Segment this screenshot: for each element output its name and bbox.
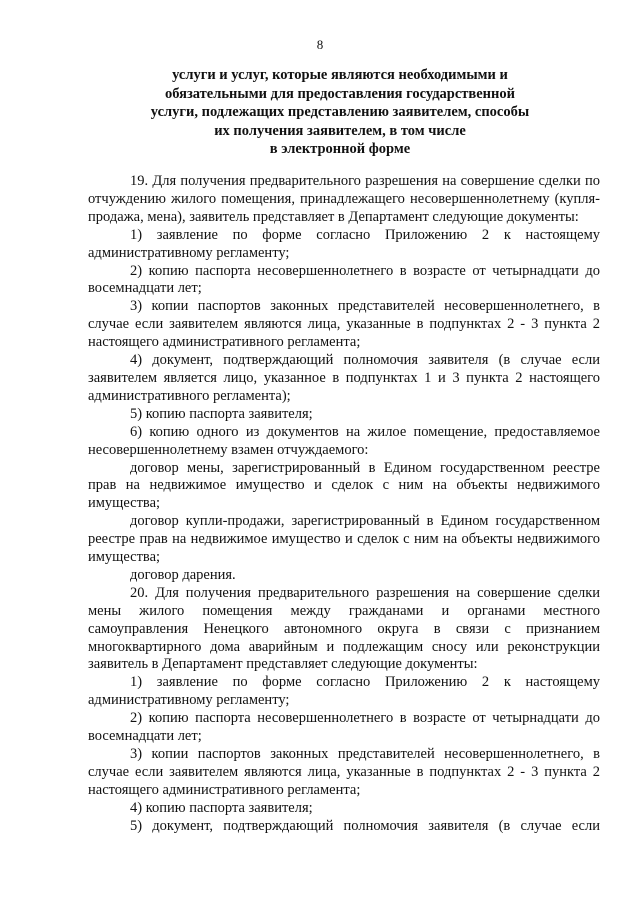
list-item: 2) копию паспорта несовершеннолетнего в возрасте от четырнадцати до восемнадцати лет; bbox=[88, 262, 600, 297]
list-item: 1) заявление по форме согласно Приложению 2 к настоящему административному регламенту; bbox=[88, 226, 600, 261]
list-item: 3) копии паспортов законных представителей несовершеннолетнего, в случае если заявителем являются лица, указанные в подпунктах 2 - 3 пункта 2 настоящего административного регламента; bbox=[88, 298, 600, 351]
list-item: 3) копии паспортов законных представителей несовершеннолетнего, в случае если заявителем являются лица, указанные в подпунктах 2 - 3 пункта 2 настоящего административного регламента; bbox=[88, 746, 600, 798]
heading-line: услуги, подлежащих представлению заявителем, способы bbox=[150, 104, 530, 120]
page-number: 8 bbox=[316, 37, 324, 52]
heading-line: их получения заявителем, в том числе bbox=[214, 122, 466, 139]
paragraph-item-19: 19. Для получения предварительного разрешения на совершение сделки по отчуждению жилого помещения, принадлежащего несовершеннолетнему (купля-продажа, мена), заявитель представляет в Департамент следующие документы: bbox=[88, 173, 600, 225]
section-heading bbox=[80, 66, 600, 159]
list-item: 2) копию паспорта несовершеннолетнего в возрасте от четырнадцати до восемнадцати лет; bbox=[88, 710, 600, 745]
list-item: договор дарения. bbox=[130, 566, 236, 583]
list-item: договор мены, зарегистрированный в Едином государственном реестре прав на недвижимое имущество и сделок с ним на объекты недвижимого имущества; bbox=[88, 459, 600, 512]
document-body bbox=[88, 173, 600, 836]
heading-line: в электронной форме bbox=[269, 141, 411, 157]
list-item: 4) документ, подтверждающий полномочия заявителя (в случае если заявителем является лицо, указанное в подпунктах 1 и 3 пункта 2 настоящего административного регламента); bbox=[88, 352, 600, 404]
list-item: 4) копию паспорта заявителя; bbox=[130, 799, 313, 816]
list-item: 1) заявление по форме согласно Приложению 2 к настоящему административному регламенту; bbox=[88, 674, 600, 709]
list-item: 6) копию одного из документов на жилое помещение, предоставляемое несовершеннолетнему взамен отчуждаемого: bbox=[88, 423, 600, 458]
paragraph-item-20: 20. Для получения предварительного разрешения на совершение сделки мены жилого помещения между гражданами и органами местного самоуправления Ненецкого автономного округа в связи с признанием многоквартирного дома аварийным и подлежащим сносу или реконструкции заявитель в Департамент представляет следующие документы: bbox=[88, 584, 600, 673]
list-item: 5) копию паспорта заявителя; bbox=[130, 405, 313, 422]
list-item: 5) документ, подтверждающий полномочия заявителя (в случае если bbox=[130, 817, 600, 834]
heading-line: услуги и услуг, которые являются необходимыми и bbox=[172, 67, 508, 83]
list-item: договор купли-продажи, зарегистрированный в Едином государственном реестре прав на недвижимое имущество и сделок с ним на объекты недвижимого имущества; bbox=[88, 513, 600, 566]
heading-line: обязательными для предоставления государственной bbox=[165, 85, 515, 102]
